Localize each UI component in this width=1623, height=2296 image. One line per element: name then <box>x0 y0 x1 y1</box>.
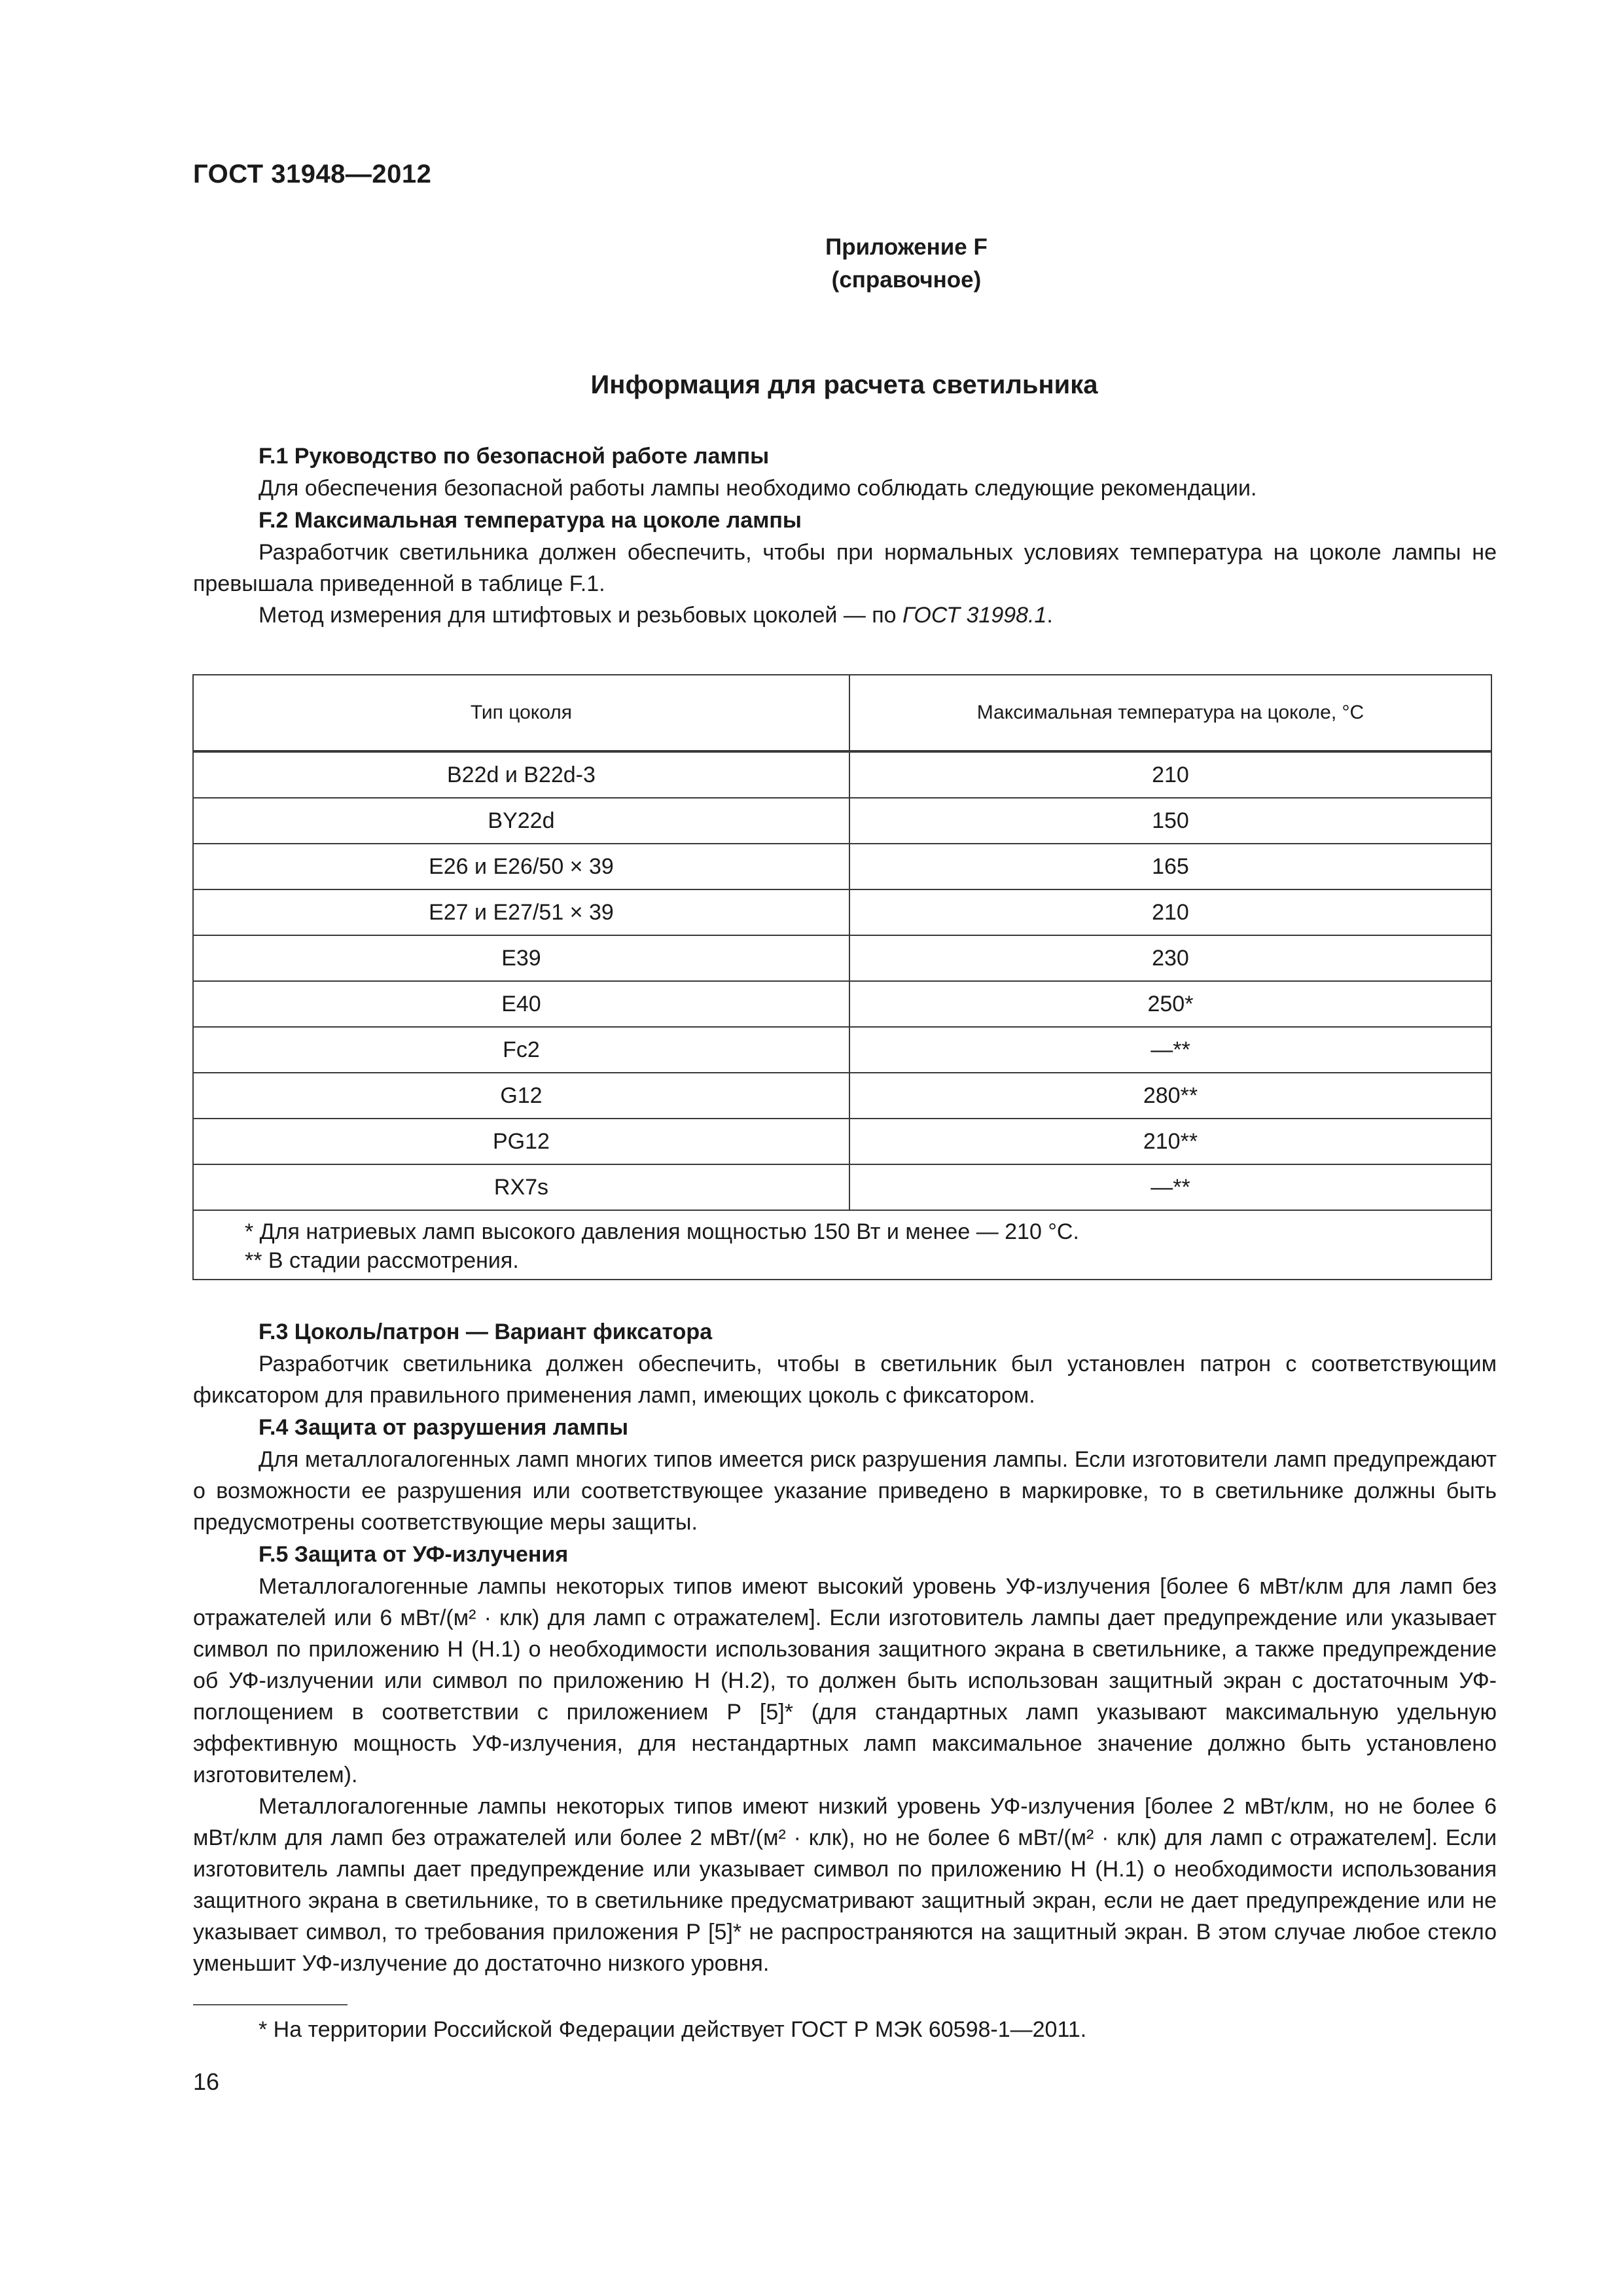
table-cell-base: B22d и B22d-3 <box>193 751 849 798</box>
table-cell-temperature: 230 <box>849 935 1491 981</box>
section-f1-text: Для обеспечения безопасной работы лампы необходимо соблюдать следующие рекомендации. <box>259 476 1257 501</box>
table-cell-temperature: 210 <box>849 751 1491 798</box>
table-row <box>193 751 1491 798</box>
page-title <box>0 370 1623 400</box>
section-f3-text: Разработчик светильника должен обеспечить, чтобы в светильник был установлен патрон с соответствующим фиксатором для правильного применения ламп, имеющих цоколь с фиксатором. <box>193 1352 1497 1408</box>
section-f2-text1: Разработчик светильника должен обеспечить, чтобы при нормальных условиях температура на цоколе лампы не превышала приведенной в таблице F.1. <box>193 540 1497 596</box>
table-header-row <box>193 675 1491 751</box>
section-f2-standard-ref: ГОСТ 31998.1 <box>902 603 1047 628</box>
table-cell-base: RX7s <box>193 1164 849 1210</box>
table-cell-temperature: 165 <box>849 844 1491 889</box>
table-note: * Для натриевых ламп высокого давления мощностью 150 Вт и менее — 210 °С. <box>245 1219 1079 1244</box>
table-row <box>193 889 1491 935</box>
table-cell-temperature: 210 <box>849 889 1491 935</box>
table-cell-base: Fc2 <box>193 1027 849 1073</box>
footnote: * На территории Российской Федерации действует ГОСТ Р МЭК 60598-1—2011. <box>259 2017 1087 2042</box>
section-f2-heading: F.2 Максимальная температура на цоколе лампы <box>259 508 802 533</box>
section-f3-heading: F.3 Цоколь/патрон — Вариант фиксатора <box>259 1319 713 1344</box>
section-f5-text1: Металлогалогенные лампы некоторых типов имеют высокий уровень УФ-излучения [более 6 мВт/клм для ламп без отражателей или 6 мВт/(м² · клк) для ламп с отражателем]. Если изготовитель лампы дает предупреждение или указывает символ по приложению Н (Н.1) о необходимости использования защитного экрана в светильнике, а также предупреждение об УФ-излучении или символ по приложению Н (Н.2), то должен быть использован защитный экран с достаточным УФ-поглощением в соответствии с приложением Р [5]* (для стандартных ламп указывают максимальную удельную эффективную мощность УФ-излучения, для нестандартных ламп максимальное значение должно быть установлено изготовителем). <box>193 1574 1497 1787</box>
table-cell-base: G12 <box>193 1073 849 1119</box>
table-row <box>193 1164 1491 1210</box>
table-cell-base: E39 <box>193 935 849 981</box>
annex-heading <box>0 231 1623 296</box>
table-cell-temperature: —** <box>849 1027 1491 1073</box>
table-header-max-temperature: Максимальная температура на цоколе, °С <box>849 675 1491 751</box>
section-f2-text2-suffix: . <box>1046 603 1053 628</box>
page-number: 16 <box>193 2068 220 2095</box>
base-temperature-table <box>192 674 1492 1280</box>
table-note: ** В стадии рассмотрения. <box>245 1248 519 1273</box>
table-row <box>193 1119 1491 1164</box>
section-f4-text: Для металлогалогенных ламп многих типов имеется риск разрушения лампы. Если изготовители ламп предупреждают о возможности ее разрушения или соответствующее указание приведено в маркировке, то в светильнике должны быть предусмотрены соответствующие меры защиты. <box>193 1447 1497 1535</box>
annex-kind: (справочное) <box>831 267 982 293</box>
table-notes-row <box>193 1210 1491 1280</box>
table-cell-base: BY22d <box>193 798 849 844</box>
table-cell-base: PG12 <box>193 1119 849 1164</box>
table-cell-temperature: —** <box>849 1164 1491 1210</box>
table-cell-temperature: 150 <box>849 798 1491 844</box>
table-row <box>193 798 1491 844</box>
table-row <box>193 935 1491 981</box>
table-cell-base: E40 <box>193 981 849 1027</box>
document-code: ГОСТ 31948—2012 <box>193 160 432 188</box>
table-cell-base: E27 и E27/51 × 39 <box>193 889 849 935</box>
section-f4-heading: F.4 Защита от разрушения лампы <box>259 1415 629 1440</box>
section-f5-heading: F.5 Защита от УФ-излучения <box>259 1542 569 1567</box>
table-cell-temperature: 280** <box>849 1073 1491 1119</box>
annex-label: Приложение F <box>825 234 988 260</box>
table-row <box>193 1073 1491 1119</box>
table-row <box>193 981 1491 1027</box>
table-row <box>193 1027 1491 1073</box>
table-cell-temperature: 210** <box>849 1119 1491 1164</box>
section-f1-heading: F.1 Руководство по безопасной работе лампы <box>259 444 770 469</box>
table-cell-base: E26 и E26/50 × 39 <box>193 844 849 889</box>
section-f2-text2-prefix: Метод измерения для штифтовых и резьбовых цоколей — по <box>259 603 903 628</box>
table-cell-temperature: 250* <box>849 981 1491 1027</box>
table-row <box>193 844 1491 889</box>
section-f5-text2: Металлогалогенные лампы некоторых типов имеют низкий уровень УФ-излучения [более 2 мВт/клм, но не более 6 мВт/клм для ламп без отражателей или более 2 мВт/(м² · клк), но не более 6 мВт/(м² · клк) для ламп с отражателем]. Если изготовитель лампы дает предупреждение или указывает символ по приложению Н (Н.1) о необходимости использования защитного экрана в светильнике, то в светильнике предусматривают защитный экран, если не дает предупреждение или не указывает символ, то требования приложения Р [5]* не распространяются на защитный экран. В этом случае любое стекло уменьшит УФ-излучение до достаточно низкого уровня. <box>193 1794 1497 1976</box>
page-title-text: Информация для расчета светильника <box>590 370 1098 399</box>
sections-f1-f2 <box>193 440 1497 631</box>
sections-f3-f5 <box>193 1316 1497 1979</box>
table-notes <box>193 1210 1491 1280</box>
footnote-divider <box>193 2004 348 2005</box>
section-f2-text2 <box>193 600 1497 631</box>
table-header-base-type: Тип цоколя <box>193 675 849 751</box>
